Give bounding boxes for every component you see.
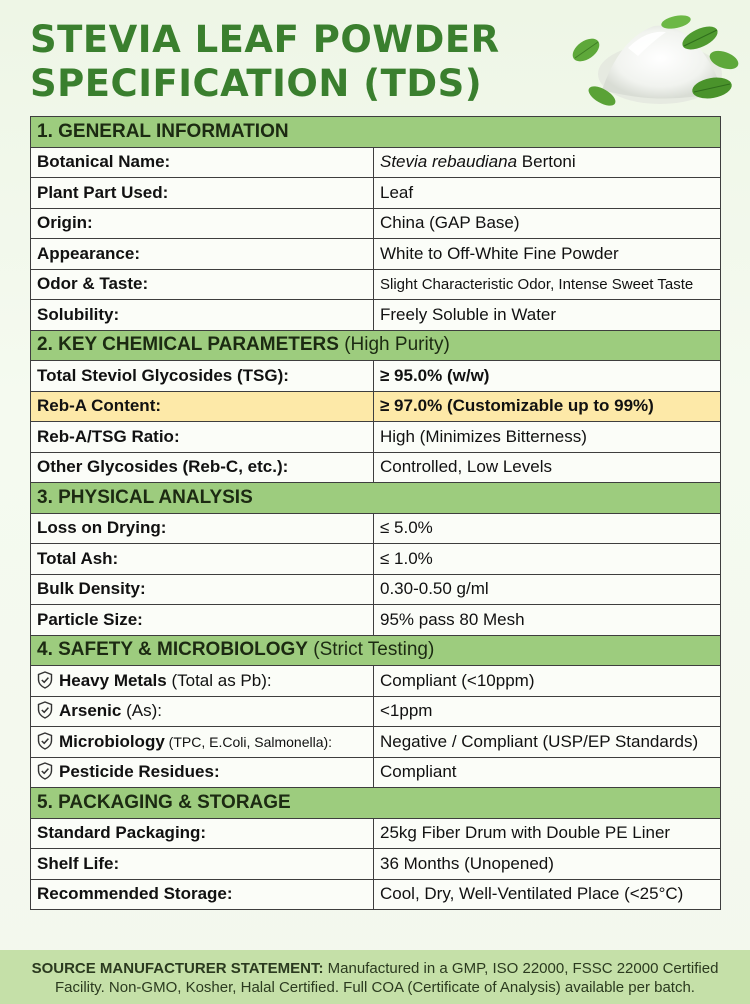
table-row xyxy=(31,696,721,727)
table-row xyxy=(31,300,721,331)
section-title: 5. PACKAGING & STORAGE xyxy=(31,788,721,819)
section-physical-header xyxy=(31,483,721,514)
loss-on-drying-label: Loss on Drying: xyxy=(31,513,374,544)
appearance-label: Appearance: xyxy=(31,239,374,270)
origin-label: Origin: xyxy=(31,208,374,239)
botanical-name-value xyxy=(374,147,721,178)
arsenic-note: (As): xyxy=(121,701,162,721)
section-chemical-header xyxy=(31,330,721,361)
standard-packaging-label: Standard Packaging: xyxy=(31,818,374,849)
botanical-name-label: Botanical Name: xyxy=(31,147,374,178)
heavy-metals-note: (Total as Pb): xyxy=(166,670,272,690)
other-glycosides-value: Controlled, Low Levels xyxy=(374,452,721,483)
reba-content-value: ≥ 97.0% (Customizable up to 99%) xyxy=(374,391,721,422)
microbiology-value: Negative / Compliant (USP/EP Standards) xyxy=(374,727,721,758)
shield-check-icon xyxy=(37,671,53,689)
botanical-species: Stevia rebaudiana xyxy=(380,152,518,172)
plant-part-label: Plant Part Used: xyxy=(31,178,374,209)
loss-on-drying-value: ≤ 5.0% xyxy=(374,513,721,544)
arsenic-value: <1ppm xyxy=(374,696,721,727)
table-row xyxy=(31,574,721,605)
bulk-density-label: Bulk Density: xyxy=(31,574,374,605)
table-row xyxy=(31,269,721,300)
particle-size-label: Particle Size: xyxy=(31,605,374,636)
section-title: 1. GENERAL INFORMATION xyxy=(31,117,721,148)
particle-size-value: 95% pass 80 Mesh xyxy=(374,605,721,636)
tsg-value: ≥ 95.0% (w/w) xyxy=(374,361,721,392)
table-row xyxy=(31,513,721,544)
heavy-metals-label xyxy=(31,666,374,697)
table-row xyxy=(31,178,721,209)
specification-table xyxy=(30,116,721,910)
table-row xyxy=(31,452,721,483)
table-row xyxy=(31,849,721,880)
pesticide-residues-name: Pesticide Residues: xyxy=(59,762,220,782)
section-title-text: 2. KEY CHEMICAL PARAMETERS xyxy=(37,334,339,356)
shield-check-icon xyxy=(37,732,53,750)
standard-packaging-value: 25kg Fiber Drum with Double PE Liner xyxy=(374,818,721,849)
table-row xyxy=(31,727,721,758)
reba-ratio-value: High (Minimizes Bitterness) xyxy=(374,422,721,453)
section-title-text: 4. SAFETY & MICROBIOLOGY xyxy=(37,639,308,661)
microbiology-label xyxy=(31,727,374,758)
table-row xyxy=(31,239,721,270)
solubility-label: Solubility: xyxy=(31,300,374,331)
table-row xyxy=(31,208,721,239)
solubility-value: Freely Soluble in Water xyxy=(374,300,721,331)
arsenic-label xyxy=(31,696,374,727)
recommended-storage-label: Recommended Storage: xyxy=(31,879,374,910)
tsg-label: Total Steviol Glycosides (TSG): xyxy=(31,361,374,392)
arsenic-name: Arsenic xyxy=(59,701,122,721)
section-title xyxy=(31,635,721,666)
section-safety-header xyxy=(31,635,721,666)
shelf-life-label: Shelf Life: xyxy=(31,849,374,880)
shield-check-icon xyxy=(37,762,53,780)
section-general-header xyxy=(31,117,721,148)
botanical-author: Bertoni xyxy=(517,152,576,172)
title-line-2: SPECIFICATION (TDS) xyxy=(30,62,483,105)
section-note: (Strict Testing) xyxy=(307,639,435,661)
origin-value: China (GAP Base) xyxy=(374,208,721,239)
total-ash-value: ≤ 1.0% xyxy=(374,544,721,575)
odor-taste-value: Slight Characteristic Odor, Intense Sweet Taste xyxy=(374,269,721,300)
title-line-1: STEVIA LEAF POWDER xyxy=(30,18,500,61)
section-title xyxy=(31,330,721,361)
appearance-value: White to Off-White Fine Powder xyxy=(374,239,721,270)
table-row xyxy=(31,757,721,788)
page-title xyxy=(30,18,500,106)
heavy-metals-name: Heavy Metals xyxy=(59,670,167,690)
total-ash-label: Total Ash: xyxy=(31,544,374,575)
statement-heading: SOURCE MANUFACTURER STATEMENT: xyxy=(31,960,324,977)
reba-content-label: Reb-A Content: xyxy=(31,391,374,422)
reba-ratio-label: Reb-A/TSG Ratio: xyxy=(31,422,374,453)
recommended-storage-value: Cool, Dry, Well-Ventilated Place (<25°C) xyxy=(374,879,721,910)
table-row xyxy=(31,422,721,453)
section-title: 3. PHYSICAL ANALYSIS xyxy=(31,483,721,514)
table-row-highlighted xyxy=(31,391,721,422)
microbiology-name: Microbiology xyxy=(59,731,165,751)
heavy-metals-value: Compliant (<10ppm) xyxy=(374,666,721,697)
table-row xyxy=(31,879,721,910)
odor-taste-label: Odor & Taste: xyxy=(31,269,374,300)
shield-check-icon xyxy=(37,701,53,719)
table-row xyxy=(31,361,721,392)
pesticide-residues-label xyxy=(31,757,374,788)
manufacturer-statement xyxy=(0,950,750,1004)
table-row xyxy=(31,544,721,575)
other-glycosides-label: Other Glycosides (Reb-C, etc.): xyxy=(31,452,374,483)
table-row xyxy=(31,605,721,636)
stevia-powder-image xyxy=(572,8,744,112)
table-row xyxy=(31,818,721,849)
section-note: (High Purity) xyxy=(338,334,450,356)
bulk-density-value: 0.30-0.50 g/ml xyxy=(374,574,721,605)
table-row xyxy=(31,147,721,178)
pesticide-residues-value: Compliant xyxy=(374,757,721,788)
shelf-life-value: 36 Months (Unopened) xyxy=(374,849,721,880)
statement-text-1: Manufactured in a GMP, ISO 22000, FSSC 22000 Certified xyxy=(323,960,719,977)
microbiology-note: (TPC, E.Coli, Salmonella): xyxy=(164,733,333,750)
table-row xyxy=(31,666,721,697)
plant-part-value: Leaf xyxy=(374,178,721,209)
statement-text-2: Facility. Non-GMO, Kosher, Halal Certified. Full COA (Certificate of Analysis) available per batch. xyxy=(55,979,695,996)
section-packaging-header xyxy=(31,788,721,819)
